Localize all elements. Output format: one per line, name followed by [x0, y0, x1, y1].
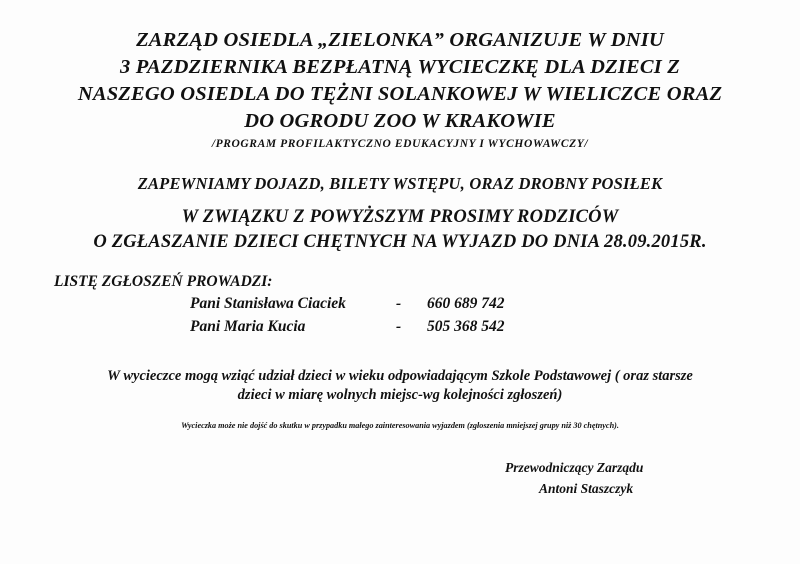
contact-phone-2: 505 368 542: [427, 318, 505, 335]
contact-dash-1: -: [396, 295, 402, 312]
signature-name: Antoni Staszczyk: [539, 481, 634, 496]
program-note: /PROGRAM PROFILAKTYCZNO EDUKACYJNY I WYCHOWAWCZY/: [211, 138, 589, 150]
heading-line-3: NASZEGO OSIEDLA DO TĘŻNI SOLANKOWEJ W WIELICZCE ORAZ: [77, 83, 723, 105]
eligibility-line-1: W wycieczce mogą wziąć udział dzieci w wieku odpowiadającym Szkole Podstawowej ( oraz starsze: [107, 368, 693, 384]
signature-role: Przewodniczący Zarządu: [505, 460, 644, 475]
heading-line-4: DO OGRODU ZOO W KRAKOWIE: [244, 110, 556, 132]
contact-phone-1: 660 689 742: [427, 295, 505, 312]
disclaimer-text: Wycieczka może nie dojść do skutku w przypadku małego zainteresowania wyjazdem (zgłoszenia mniejszej grupy niż 30 chętnych).: [181, 421, 619, 430]
eligibility-line-2: dzieci w miarę wolnych miejsc-wg kolejności zgłoszeń): [237, 387, 563, 403]
heading-line-2: 3 PAZDZIERNIKA BEZPŁATNĄ WYCIECZKĘ DLA DZIECI Z: [120, 56, 680, 78]
contact-name-2: Pani Maria Kucia: [190, 318, 306, 335]
heading-line-1: ZARZĄD OSIEDLA „ZIELONKA” ORGANIZUJE W DNIU: [136, 29, 664, 51]
contacts-label: LISTĘ ZGŁOSZEŃ PROWADZI:: [54, 273, 273, 290]
request-line-2: O ZGŁASZANIE DZIECI CHĘTNYCH NA WYJAZD DO DNIA 28.09.2015R.: [93, 232, 707, 252]
provisions-text: ZAPEWNIAMY DOJAZD, BILETY WSTĘPU, ORAZ DROBNY POSIŁEK: [137, 174, 663, 193]
contact-dash-2: -: [396, 318, 402, 335]
contact-name-1: Pani Stanisława Ciaciek: [190, 295, 346, 312]
request-line-1: W ZWIĄZKU Z POWYŻSZYM PROSIMY RODZICÓW: [181, 207, 619, 227]
